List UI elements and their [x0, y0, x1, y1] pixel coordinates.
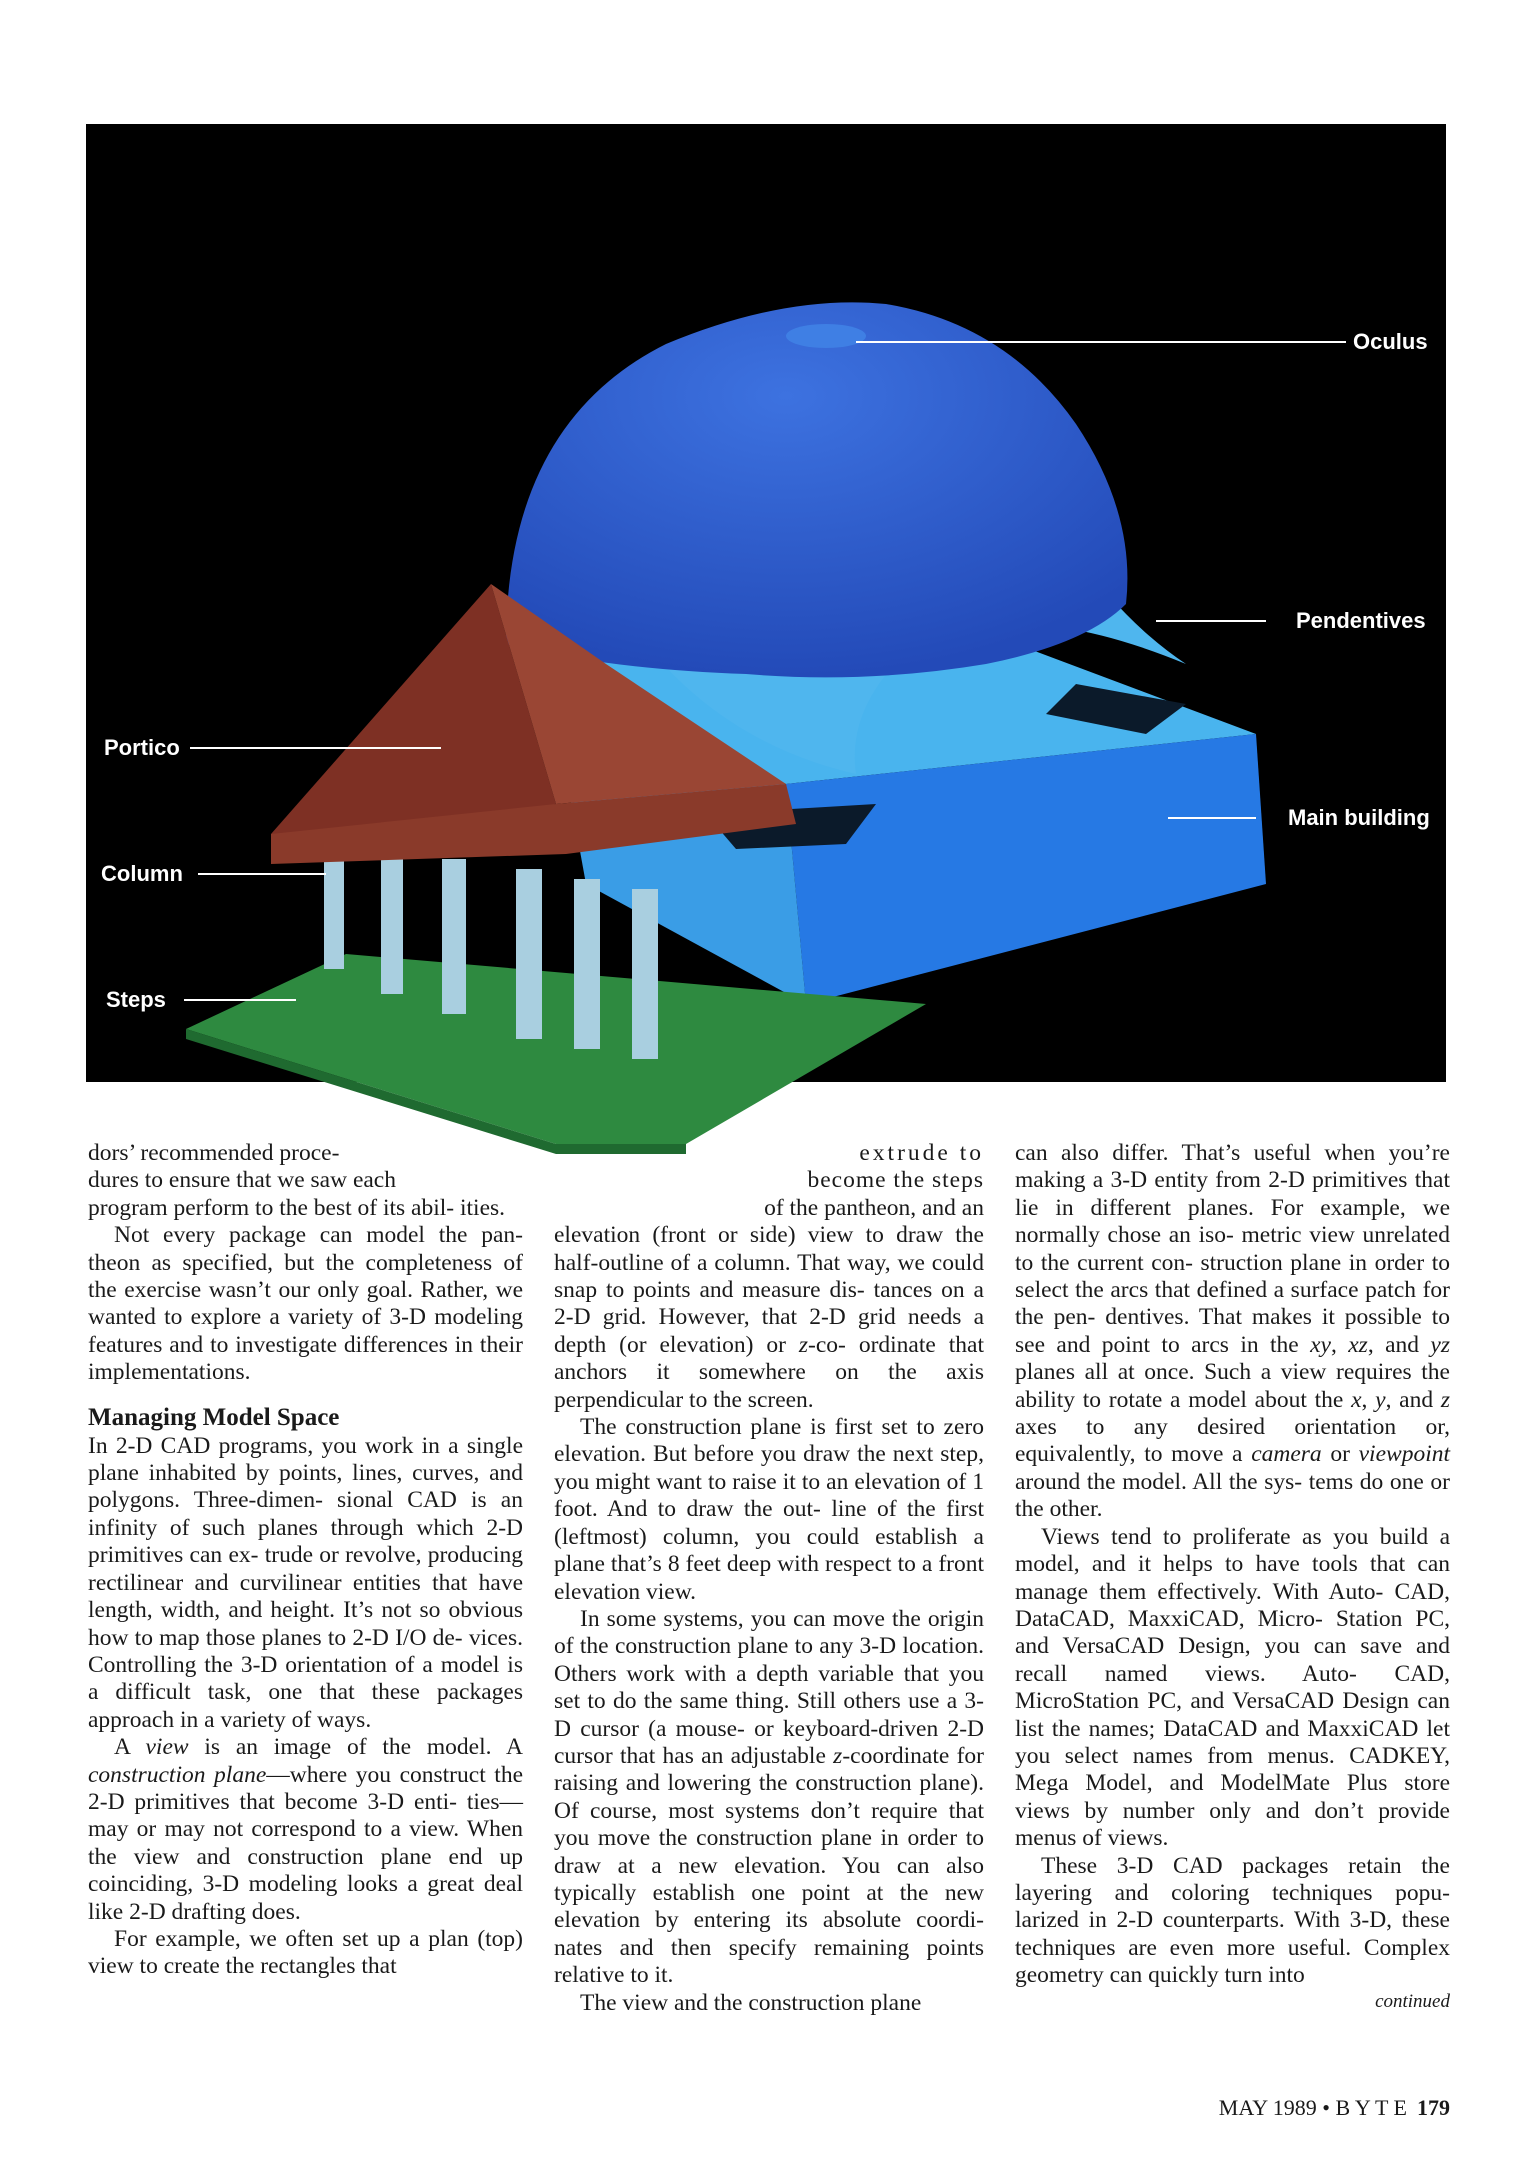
text-column-3 — [1015, 1140, 1450, 2014]
dome — [506, 302, 1127, 677]
col1-para5: For example, we often set up a plan (top) view to create the rectangles that — [88, 1925, 523, 1980]
text-column-1 — [88, 1140, 523, 1981]
oculus — [786, 324, 866, 348]
callout-steps: Steps — [106, 987, 166, 1012]
continued-note: continued — [1375, 1990, 1450, 2012]
col1-para4: A view is an image of the model. A construction plane—where you construct the 2-D primitives that become 3-D enti- ties—may or may not correspond to a view. When the view and construction plane end up coinciding, 3-D modeling looks a great deal like 2-D drafting does. — [88, 1734, 523, 1925]
col2-line1: extrude to — [859, 1140, 984, 1166]
col2-para3: In some systems, you can move the origin of the construction plane to any 3-D location. Others work with a depth variable that you set to do the same thing. Still others use a 3-D cursor (a mouse- or keyboard-driven 2-D cursor that has an adjustable z-coordinate for raising and lowering the construction plane). Of course, most systems don’t require that you move the construction plane in order to draw at a new elevation. You can also typically establish one point at the new elevation by entering its absolute coordi- nates and then specify remaining points relative to it. — [554, 1605, 984, 1989]
column — [516, 869, 542, 1039]
column — [442, 859, 466, 1014]
col2-para2: The construction plane is first set to zero elevation. But before you draw the next step, you might want to raise it to an elevation of 1 foot. And to draw the out- line of the first (leftmost) column, you could establish a plane that’s 8 feet deep with respect to a front elevation view. — [554, 1414, 984, 1605]
callout-pendentives: Pendentives — [1296, 608, 1426, 633]
page-number: 179 — [1417, 2095, 1450, 2120]
col3-para1: can also differ. That’s useful when you’re making a 3-D entity from 2-D primitives that lie in different planes. For example, we normally chose an iso- metric view unrelated to the current con- struction plane in order to select the arcs that defined a surface patch for the pen- dentives. That makes it possible to see and point to arcs in the xy, xz, and yz planes all at once. Such a view requires the ability to rotate a model about the x, y, and z axes to any desired orientation or, equivalently, to move a camera or viewpoint around the model. All the sys- tems do one or the other. — [1015, 1140, 1450, 1523]
col1-para1: program perform to the best of its abil- ities. — [88, 1194, 506, 1221]
col3-para2: Views tend to proliferate as you build a model, and it helps to have tools that can manage them effectively. With Auto- CAD, DataCAD, MaxxiCAD, Micro- Station PC, and VersaCAD Design, you can save and recall named views. Auto- CAD, MicroStation PC, and VersaCAD Design can list the names; DataCAD and MaxxiCAD let you select names from menus. CADKEY, Mega Model, and ModelMate Plus store views by number only and don’t provide menus of views. — [1015, 1523, 1450, 1852]
col1-para3: In 2-D CAD programs, you work in a single plane inhabited by points, lines, curves, and polygons. Three-dimen- sional CAD is an infinity of such planes through which 2-D primitives can ex- trude or revolve, producing rectilinear and curvilinear entities that have length, width, and height. It’s not so obvious how to map those planes to 2-D I/O de- vices. Controlling the 3-D orientation of a model is a difficult task, one that these packages approach in a variety of ways. — [88, 1432, 523, 1733]
col1-para2: Not every package can model the pan- theon as specified, but the completeness of the exercise wasn’t our only goal. Rather, we wanted to explore a variety of 3-D modeling features and to investigate differences in their implementations. — [88, 1222, 523, 1386]
column — [632, 889, 658, 1059]
col3-para3: These 3-D CAD packages retain the layering and coloring techniques popu- larized in 2-D counterparts. With 3-D, these techniques are even more useful. Complex geometry can quickly turn into — [1015, 1852, 1450, 1989]
col2-para4: The view and the construction plane — [580, 1989, 922, 2016]
col2-para1: elevation (front or side) view to draw the half-outline of a column. That way, we could snap to points and measure dis- tances on a 2-D grid. However, that 2-D grid needs a depth (or elevation) or z-co- ordinate that anchors it somewhere on the axis perpendicular to the screen. — [554, 1222, 984, 1413]
callout-oculus: Oculus — [1353, 329, 1428, 354]
callout-portico: Portico — [104, 735, 180, 760]
callout-main-building: Main building — [1288, 805, 1430, 830]
col1-line1: dors’ recommended proce- — [88, 1140, 340, 1166]
text-column-2 — [554, 1140, 984, 2017]
pantheon-render — [86, 124, 1446, 1204]
page-footer — [1180, 2094, 1450, 2122]
column — [381, 844, 403, 994]
col2-line2: become the steps — [807, 1167, 984, 1194]
col2-line3: of the pantheon, and an — [764, 1194, 984, 1221]
col1-line2: dures to ensure that we saw each — [88, 1167, 396, 1194]
callout-column: Column — [101, 861, 183, 886]
section-heading: Managing Model Space — [88, 1403, 340, 1431]
pantheon-illustration — [86, 124, 1446, 1082]
column — [574, 879, 600, 1049]
issue-line: MAY 1989 • B Y T E — [1218, 2095, 1407, 2120]
